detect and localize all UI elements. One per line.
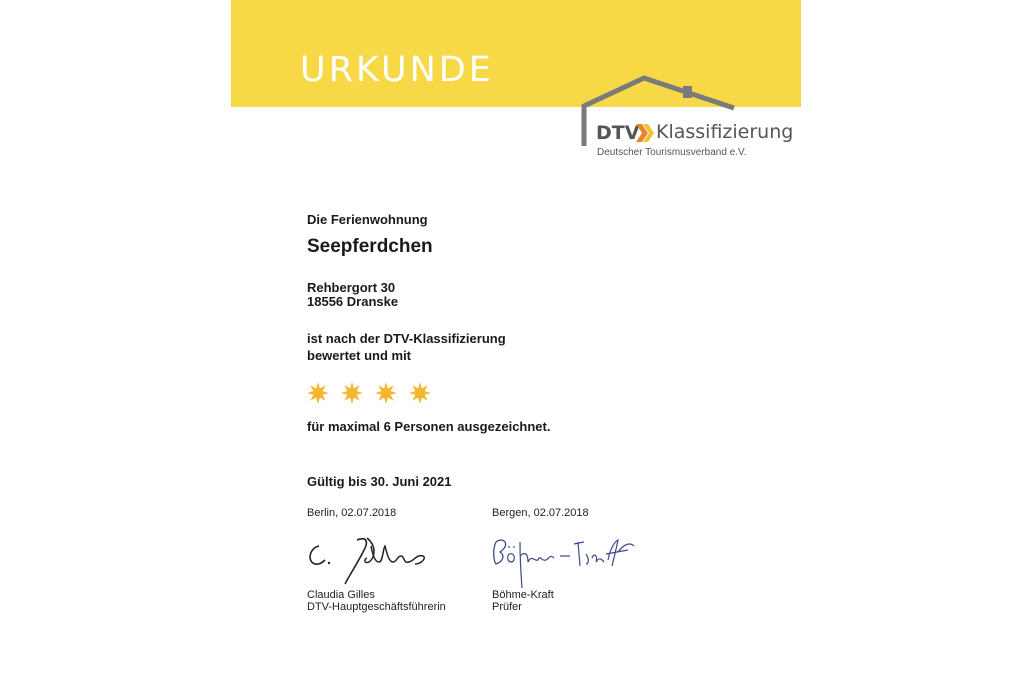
signature-boehme-kraft-icon [488, 532, 640, 592]
star-icon [409, 382, 431, 404]
validity-text: Gültig bis 30. Juni 2021 [307, 474, 452, 489]
star-icon [307, 382, 329, 404]
left-signatory-title: DTV-Hauptgeschäftsführerin [307, 601, 446, 613]
star-icon [341, 382, 363, 404]
logo-name: Klassifizierung [656, 121, 794, 143]
statement-line-2: bewertet und mit [307, 348, 412, 363]
left-signatory-name: Claudia Gilles [307, 589, 375, 601]
property-name: Seepferdchen [307, 236, 433, 257]
address-city: 18556 Dranske [307, 294, 399, 309]
left-place-date: Berlin, 02.07.2018 [307, 507, 397, 519]
right-signatory-name: Böhme-Kraft [492, 589, 554, 601]
logo-subtitle: Deutscher Tourismusverband e.V. [597, 147, 747, 158]
intro-text: Die Ferienwohnung [307, 212, 428, 227]
statement-line-1: ist nach der DTV-Klassifizierung [307, 331, 506, 346]
right-signatory-title: Prüfer [492, 601, 522, 613]
right-place-date: Bergen, 02.07.2018 [492, 507, 589, 519]
star-icon [375, 382, 397, 404]
logo-brand: DTV [596, 122, 640, 144]
certificate-title: URKUNDE [300, 50, 494, 90]
capacity-text: für maximal 6 Personen ausgezeichnet. [307, 419, 551, 434]
signature-gilles-icon [305, 532, 435, 588]
address-street: Rehbergort 30 [307, 280, 396, 295]
chevron-logo-icon [636, 124, 656, 142]
